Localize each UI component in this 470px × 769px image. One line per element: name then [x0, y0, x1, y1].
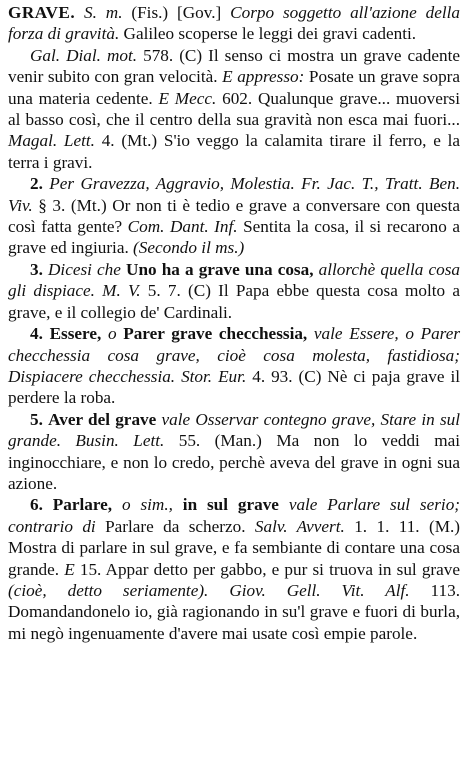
citation-num: 55. (Man.) [178, 431, 262, 451]
sense-definition: allorchè quella cosa gli dispiace. M. V. [8, 259, 460, 301]
citation-ref: E appresso: [222, 67, 305, 87]
sense-6 [8, 494, 460, 644]
citation-ref: Gal. Dial. mot. [30, 45, 138, 65]
part-of-speech: S. m. [84, 3, 123, 22]
citation-ref: E [64, 559, 75, 579]
citation-num: 4. 93. (C) [252, 366, 322, 386]
citation-text: Mostra di parlare in sul grave, e fa sembiante di contare una cosa grande. [8, 538, 460, 579]
citation-num: § 3. (Mt.) [38, 195, 107, 215]
citation-text: Qualunque grave... muoversi al basso così, che il centro della sua gravità non esca mai fuori... [8, 88, 461, 130]
sense-number: 3. [30, 259, 43, 279]
citation-num: 15. [79, 559, 102, 579]
citation-num: 113. [430, 580, 460, 600]
sense-phrase: Essere, [49, 324, 102, 344]
citation-ref: Giov. Gell. Vit. Alf. [229, 580, 410, 600]
citation-ref: Com. Dant. Inf. [127, 217, 238, 237]
citation-ref: E Mecc. [158, 88, 217, 108]
sense-definition-roman: Parlare da scherzo. [105, 516, 246, 536]
sense-number: 6. [30, 495, 43, 515]
sense-definition: vale Parlare sul serio; contrario di [8, 495, 461, 536]
citation-text: Nè ci paja grave il perdere la roba. [8, 366, 461, 408]
sense-intro: Dicesi che [48, 259, 121, 279]
citation-ref: Salv. Avvert. [254, 516, 345, 536]
citation-text: Appar detto per gabbo, e pur si truova in sul grave [105, 559, 460, 579]
citations-paragraph [8, 45, 460, 173]
sense-2 [8, 173, 460, 259]
citation-text: Il Papa ebbe questa cosa molto a grave, e il collegio de' Cardinali. [8, 281, 460, 322]
sense-number: 4. [30, 324, 43, 344]
sense-5 [8, 409, 460, 495]
sense-4 [8, 323, 460, 409]
sense-3 [8, 259, 460, 323]
citation-text: Sentita la cosa, il si recarono a grave ed ingiuria. [8, 217, 461, 258]
sense-definition: Per Gravezza, Aggravio, Molestia. Fr. Jac. T., Tratt. Ben. Viv. [8, 174, 461, 215]
citation-text: Ma non lo veddi mai inginocchiare, e non lo credo, perchè aveva del grave in ogni sua azione. [8, 431, 460, 493]
sense-definition: vale Essere, o Parer checchessia cosa grave, cioè cosa molesta, fastidiosa; Dispiacere checchessia. Stor. Eur. [8, 324, 461, 386]
sense-phrase: Parlare, [52, 495, 113, 515]
citation-text: Or non ti è tedio e grave a conversare con questa così fatta gente? [8, 195, 461, 237]
sense-number: 2. [30, 174, 43, 194]
citation-text: Posate un grave sopra una materia cedente. [8, 67, 461, 108]
definition-continuation: Galileo scoperse le leggi dei gravi cadenti. [123, 24, 417, 44]
entry-definition [8, 2, 460, 45]
citation-num: 1. 1. 11. (M.) [354, 516, 461, 536]
sense-phrase: Uno ha a grave una cosa, [126, 259, 314, 279]
citation-text: Domandandonelo io, già ragionando in su'l grave e fuori di burla, mi negò ingenuamente d'avere mai usate così empie parole. [8, 602, 460, 643]
sense-number: 5. [30, 409, 43, 429]
citation-num: 4. (Mt.) [101, 131, 158, 151]
citation-text: S'io veggo la calamita tirare il ferro, e la terra i gravi. [8, 131, 460, 172]
qualifiers: (Fis.) [Gov.] [131, 3, 222, 22]
citation-num: 5. 7. (C) [147, 281, 211, 301]
citation-num: 602. [222, 88, 253, 108]
citation-ref: Magal. Lett. [8, 131, 95, 151]
citation-gloss: (cioè, detto seriamente). [8, 580, 209, 600]
definition-text: Corpo soggetto all'azione della forza di gravità. [8, 3, 460, 44]
sense-definition: vale Osservar contegno grave, Stare in sul grande. Busin. Lett. [8, 409, 461, 451]
citation-note: (Secondo il ms.) [133, 238, 245, 258]
headword: GRAVE. [8, 3, 76, 22]
citation-text: Il senso ci mostra un grave cadente venir subito con gran velocità. [8, 45, 460, 87]
sense-phrase: in sul grave [182, 495, 279, 515]
sense-phrase: Aver del grave [48, 409, 157, 429]
sense-phrase: Parer grave checchessia, [123, 324, 308, 344]
sense-connector: o [107, 324, 117, 344]
sense-connector: o sim., [121, 495, 173, 515]
citation-num: 578. (C) [143, 45, 203, 65]
